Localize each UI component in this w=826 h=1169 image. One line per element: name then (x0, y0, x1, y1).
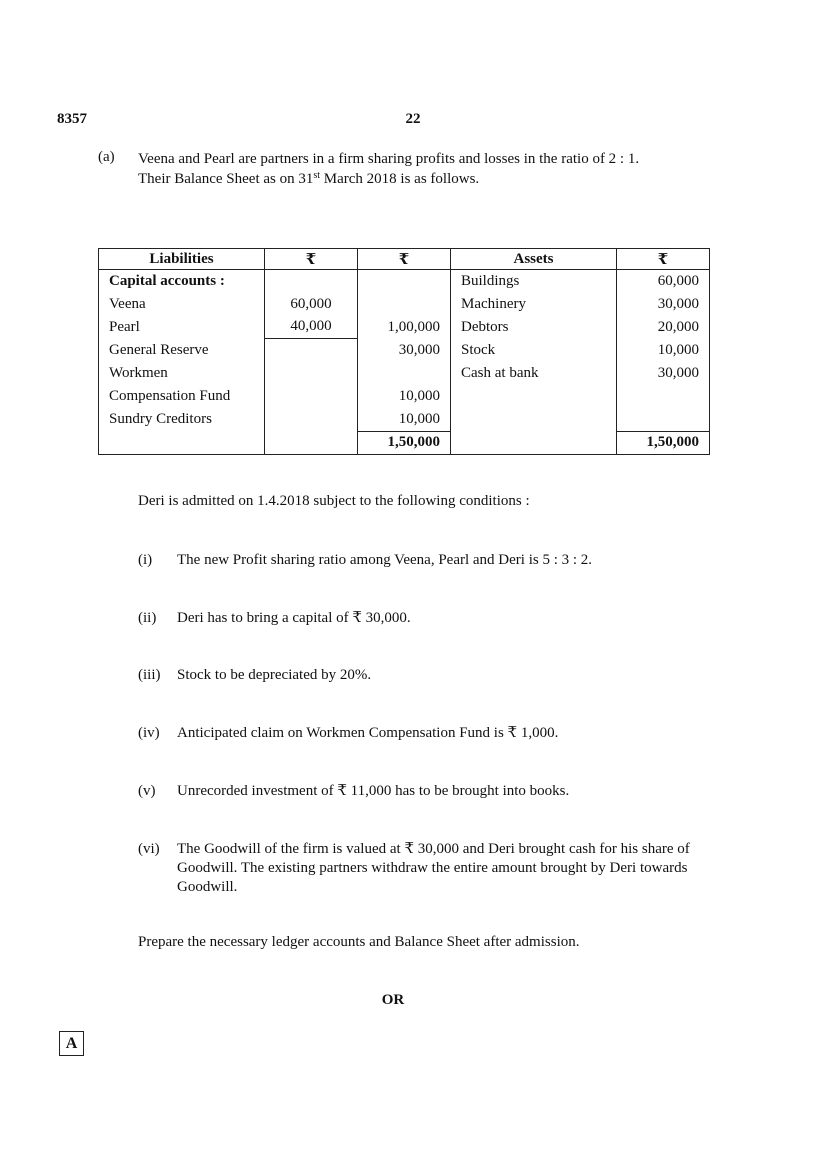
question-intro-line-2 (138, 169, 738, 189)
liability-cell: Workmen (99, 362, 265, 385)
liability-cell: Compensation Fund (99, 385, 265, 408)
condition-text: The new Profit sharing ratio among Veena, Pearl and Deri is 5 : 3 : 2. (177, 552, 593, 568)
amount-cell (358, 362, 451, 385)
sub-amount-cell: 60,000 (265, 293, 358, 316)
condition-text: Stock to be depreciated by 20%. (177, 667, 372, 683)
amount-cell (358, 270, 451, 293)
amount-cell: 1,00,000 (358, 316, 451, 339)
condition-text: Deri has to bring a capital of ₹ 30,000. (177, 610, 411, 626)
empty-cell (451, 431, 617, 455)
table-row (99, 270, 710, 293)
asset-cell: Machinery (451, 293, 617, 316)
paper-code: 8357 (57, 111, 87, 127)
table-row (99, 316, 710, 339)
asset-amount-cell (617, 408, 710, 431)
balance-sheet-table (98, 248, 710, 455)
empty-cell (99, 431, 265, 455)
asset-cell (451, 408, 617, 431)
condition-text: Unrecorded investment of ₹ 11,000 has to be brought into books. (177, 783, 570, 799)
condition-number: (iii) (138, 667, 161, 683)
condition-item (138, 840, 730, 900)
sub-amount-cell (265, 339, 358, 362)
asset-amount-cell (617, 385, 710, 408)
header-rupee-2: ₹ (358, 249, 451, 270)
amount-cell: 10,000 (358, 385, 451, 408)
or-label: OR (381, 992, 405, 1008)
condition-item (138, 782, 730, 842)
totals-row (99, 431, 710, 455)
table-row (99, 293, 710, 316)
header-assets: Assets (451, 249, 617, 270)
empty-cell (265, 431, 358, 455)
set-badge: A (59, 1031, 84, 1056)
liability-cell: Veena (99, 293, 265, 316)
conditions-intro: Deri is admitted on 1.4.2018 subject to the following conditions : (138, 493, 530, 509)
question-intro-line-1: Veena and Pearl are partners in a firm sharing profits and losses in the ratio of 2 : 1. (138, 151, 640, 167)
asset-amount-cell: 20,000 (617, 316, 710, 339)
sub-amount-cell (265, 362, 358, 385)
condition-item (138, 724, 730, 784)
page-number: 22 (405, 111, 421, 127)
asset-amount-cell: 60,000 (617, 270, 710, 293)
sub-amount-cell (265, 408, 358, 431)
table-row (99, 408, 710, 431)
amount-cell (358, 293, 451, 316)
table-row (99, 339, 710, 362)
header-liabilities: Liabilities (99, 249, 265, 270)
condition-number: (i) (138, 552, 153, 568)
intro-text: March 2018 is as follows. (320, 171, 480, 187)
condition-text: Anticipated claim on Workmen Compensation Fund is ₹ 1,000. (177, 725, 559, 741)
liabilities-total: 1,50,000 (358, 431, 451, 455)
amount-cell: 30,000 (358, 339, 451, 362)
condition-number: (iv) (138, 725, 160, 741)
header-rupee-3: ₹ (617, 249, 710, 270)
assets-total: 1,50,000 (617, 431, 710, 455)
sub-amount-cell (265, 270, 358, 293)
asset-cell: Cash at bank (451, 362, 617, 385)
asset-cell: Buildings (451, 270, 617, 293)
asset-cell: Stock (451, 339, 617, 362)
condition-item (138, 666, 730, 726)
condition-text: The Goodwill of the firm is valued at ₹ 30,000 and Deri brought cash for his share of Goodwill. The existing partners withdraw the entire amount brought by Deri towards Goodwill. (177, 841, 690, 895)
asset-amount-cell: 30,000 (617, 293, 710, 316)
condition-number: (vi) (138, 841, 160, 857)
liability-cell: Capital accounts : (99, 270, 265, 293)
liability-cell: Sundry Creditors (99, 408, 265, 431)
asset-amount-cell: 30,000 (617, 362, 710, 385)
condition-number: (v) (138, 783, 156, 799)
asset-amount-cell: 10,000 (617, 339, 710, 362)
condition-number: (ii) (138, 610, 157, 626)
liability-cell: Pearl (99, 316, 265, 339)
table-row (99, 362, 710, 385)
header-rupee-1: ₹ (265, 249, 358, 270)
instruction: Prepare the necessary ledger accounts and Balance Sheet after admission. (138, 934, 580, 950)
liability-cell: General Reserve (99, 339, 265, 362)
sub-amount-cell: 40,000 (265, 316, 358, 339)
intro-text: Their Balance Sheet as on 31 (138, 171, 314, 187)
asset-cell: Debtors (451, 316, 617, 339)
question-label: (a) (98, 149, 115, 165)
question-intro (138, 149, 738, 189)
amount-cell: 10,000 (358, 408, 451, 431)
condition-item (138, 609, 730, 669)
ordinal-suffix: st (313, 170, 321, 181)
condition-item (138, 551, 730, 611)
asset-cell (451, 385, 617, 408)
table-row (99, 385, 710, 408)
table-header-row (99, 249, 710, 270)
sub-amount-cell (265, 385, 358, 408)
